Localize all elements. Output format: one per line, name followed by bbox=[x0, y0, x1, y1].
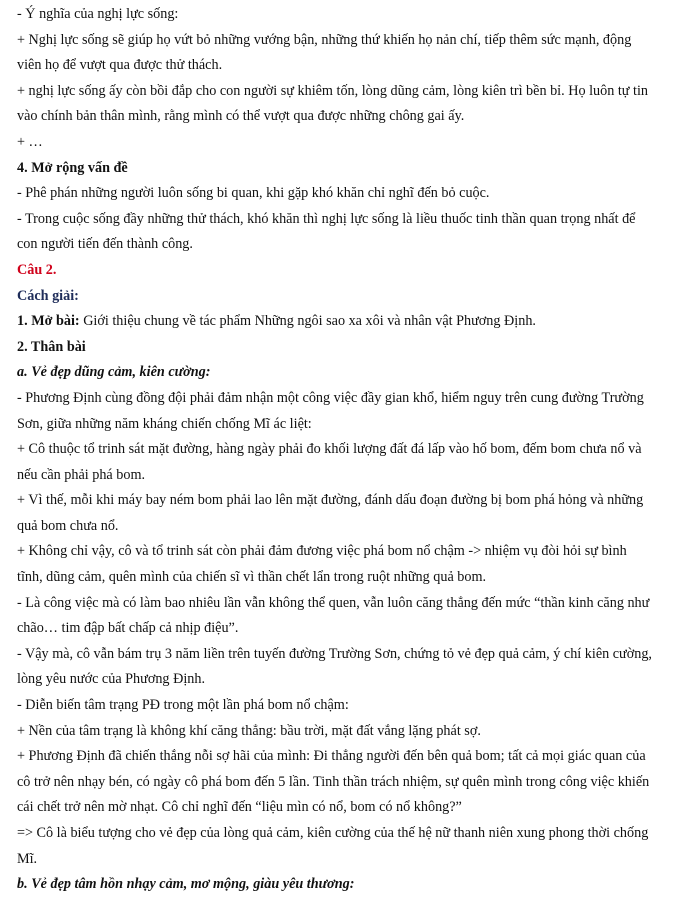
text-line: + Nền của tâm trạng là không khí căng thẳng: bầu trời, mặt đất vắng lặng phát sợ. bbox=[17, 722, 481, 739]
text-line: chão… tim đập bất chấp cả nhịp điệu”. bbox=[17, 620, 239, 637]
text-line: - Ý nghĩa của nghị lực sống: bbox=[17, 6, 179, 22]
text-line: Mĩ. bbox=[17, 850, 38, 867]
text-line: nếu cần phải phá bom. bbox=[17, 466, 146, 483]
section-heading: b. Vẻ đẹp tâm hồn nhạy cảm, mơ mộng, giàu yêu thương: bbox=[17, 876, 355, 893]
text-line: + nghị lực sống ấy còn bồi đắp cho con người sự khiêm tốn, lòng dũng cảm, lòng kiên trì bền bỉ. Họ luôn tự tin bbox=[17, 82, 649, 99]
solution-heading: Cách giải: bbox=[17, 287, 79, 304]
text-line: quả bom chưa nổ. bbox=[17, 517, 119, 534]
text-line: - Vậy mà, cô vẫn bám trụ 3 năm liền trên tuyến đường Trường Sơn, chứng tỏ vẻ đẹp quả cảm, ý chí kiên cường, bbox=[17, 645, 652, 662]
text-line: - Diễn biến tâm trạng PĐ trong một lần phá bom nổ chậm: bbox=[17, 697, 349, 714]
text-line: vào chính bản thân mình, rằng mình có thể vượt qua được những chông gai ấy. bbox=[17, 108, 465, 125]
text-line: - Là công việc mà có làm bao nhiêu lần vẫn không thể quen, vẫn luôn căng thẳng đến mức “thần kinh căng như bbox=[17, 594, 650, 611]
text-line: + Phương Định đã chiến thắng nỗi sợ hãi của mình: Đi thẳng người đến bên quả bom; tất cả mọi giác quan của bbox=[17, 748, 646, 765]
section-text: Giới thiệu chung về tác phẩm Những ngôi sao xa xôi và nhân vật Phương Định. bbox=[79, 313, 536, 330]
text-line: - Trong cuộc sống đầy những thử thách, khó khăn thì nghị lực sống là liều thuốc tinh thần quan trọng nhất để bbox=[17, 210, 636, 227]
text-line: con người tiến đến thành công. bbox=[17, 236, 193, 253]
question-heading: Câu 2. bbox=[17, 261, 57, 278]
text-line: cái chết trở nên mờ nhạt. Cô chỉ nghĩ đến “liệu mìn có nổ, bom có nổ không?” bbox=[17, 799, 462, 816]
section-label: 1. Mở bài: bbox=[17, 313, 80, 330]
text-line: viên họ để vượt qua được thử thách. bbox=[17, 57, 223, 74]
text-line: lòng yêu nước của Phương Định. bbox=[17, 671, 205, 688]
text-line bbox=[17, 309, 684, 335]
text-line: + … bbox=[17, 133, 43, 150]
text-line: - Phương Định cùng đồng đội phải đảm nhận một công việc đầy gian khổ, hiểm nguy trên cung đường Trường bbox=[17, 389, 644, 406]
text-line: tĩnh, dũng cảm, quên mình của chiến sĩ vì thần chết lẩn trong ruột những quả bom. bbox=[17, 569, 487, 586]
text-line: + Nghị lực sống sẽ giúp họ vứt bỏ những vướng bận, những thứ khiến họ nản chí, tiếp thêm sức mạnh, động bbox=[17, 31, 632, 48]
text-line: Sơn, giữa những năm kháng chiến chống Mĩ ác liệt: bbox=[17, 415, 312, 432]
section-heading: 4. Mở rộng vấn đề bbox=[17, 159, 128, 176]
text-line: cô trở nên nhạy bén, có ngày cô phá bom đến 5 lần. Tinh thần trách nhiệm, sự quên mình trong công việc khiến bbox=[17, 773, 650, 790]
text-line: - Phê phán những người luôn sống bi quan, khi gặp khó khăn chỉ nghĩ đến bỏ cuộc. bbox=[17, 185, 490, 202]
text-line: + Vì thế, mỗi khi máy bay ném bom phải lao lên mặt đường, đánh dấu đoạn đường bị bom phá hỏng và những bbox=[17, 492, 644, 509]
section-heading: a. Vẻ đẹp dũng cảm, kiên cường: bbox=[17, 364, 211, 381]
section-heading: 2. Thân bài bbox=[17, 338, 86, 355]
text-line: + Cô thuộc tổ trinh sát mặt đường, hàng ngày phải đo khối lượng đất đá lấp vào hố bom, đếm bom chưa nổ và bbox=[17, 441, 642, 458]
text-line: + Không chỉ vậy, cô và tổ trinh sát còn phải đảm đương việc phá bom nổ chậm -> nhiệm vụ đòi hỏi sự bình bbox=[17, 543, 627, 560]
text-line: => Cô là biểu tượng cho vẻ đẹp của lòng quả cảm, kiên cường của thế hệ nữ thanh niên xung phong thời chống bbox=[17, 825, 649, 841]
